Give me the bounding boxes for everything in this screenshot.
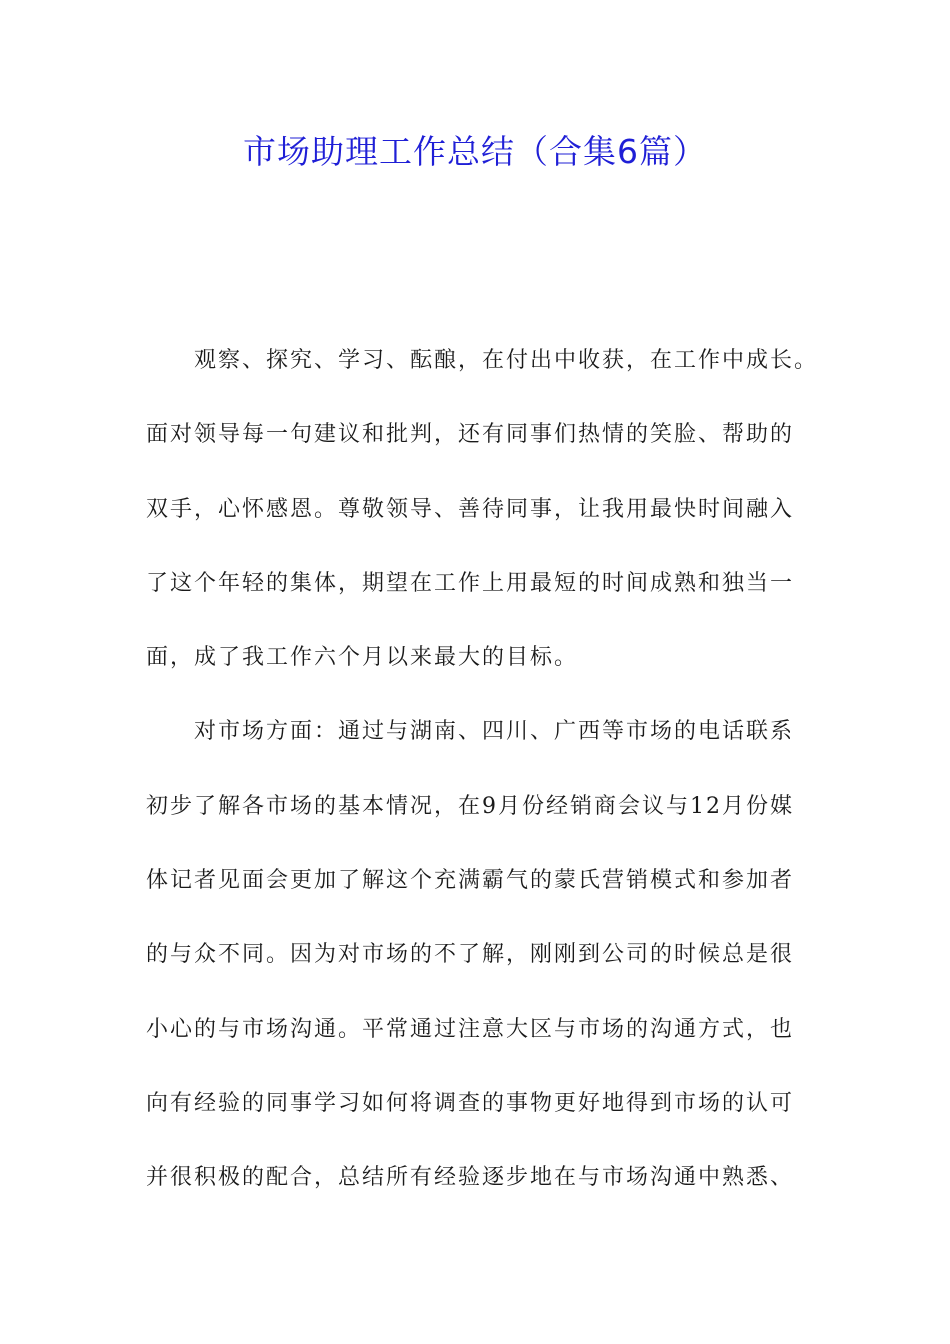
- paragraph-line: 的与众不同。因为对市场的不了解，刚刚到公司的时候总是很: [146, 942, 795, 968]
- paragraph-line: 面，成了我工作六个月以来最大的目标。: [146, 645, 579, 671]
- document-title: 市场助理工作总结（合集6篇）: [243, 132, 707, 171]
- paragraph-line: 了这个年轻的集体，期望在工作上用最短的时间成熟和独当一: [146, 570, 795, 596]
- paragraph-line: 双手，心怀感恩。尊敬领导、善待同事，让我用最快时间融入: [146, 496, 795, 522]
- paragraph-line: 小心的与市场沟通。平常通过注意大区与市场的沟通方式，也: [146, 1016, 795, 1042]
- paragraph-line: 面对领导每一句建议和批判，还有同事们热情的笑脸、帮助的: [146, 422, 795, 448]
- paragraph-line: 对市场方面：通过与湖南、四川、广西等市场的电话联系: [194, 719, 795, 745]
- paragraph-line: 向有经验的同事学习如何将调查的事物更好地得到市场的认可: [146, 1090, 795, 1116]
- paragraph-line: 观察、探究、学习、酝酿，在付出中收获，在工作中成长。: [194, 348, 819, 373]
- document-body: [146, 334, 819, 1226]
- paragraph-line: 体记者见面会更加了解这个充满霸气的蒙氏营销模式和参加者: [146, 868, 795, 894]
- paragraph-line: 初步了解各市场的基本情况，在9月份经销商会议与12月份媒: [146, 793, 794, 819]
- paragraph-line: 并很积极的配合，总结所有经验逐步地在与市场沟通中熟悉、: [146, 1165, 795, 1191]
